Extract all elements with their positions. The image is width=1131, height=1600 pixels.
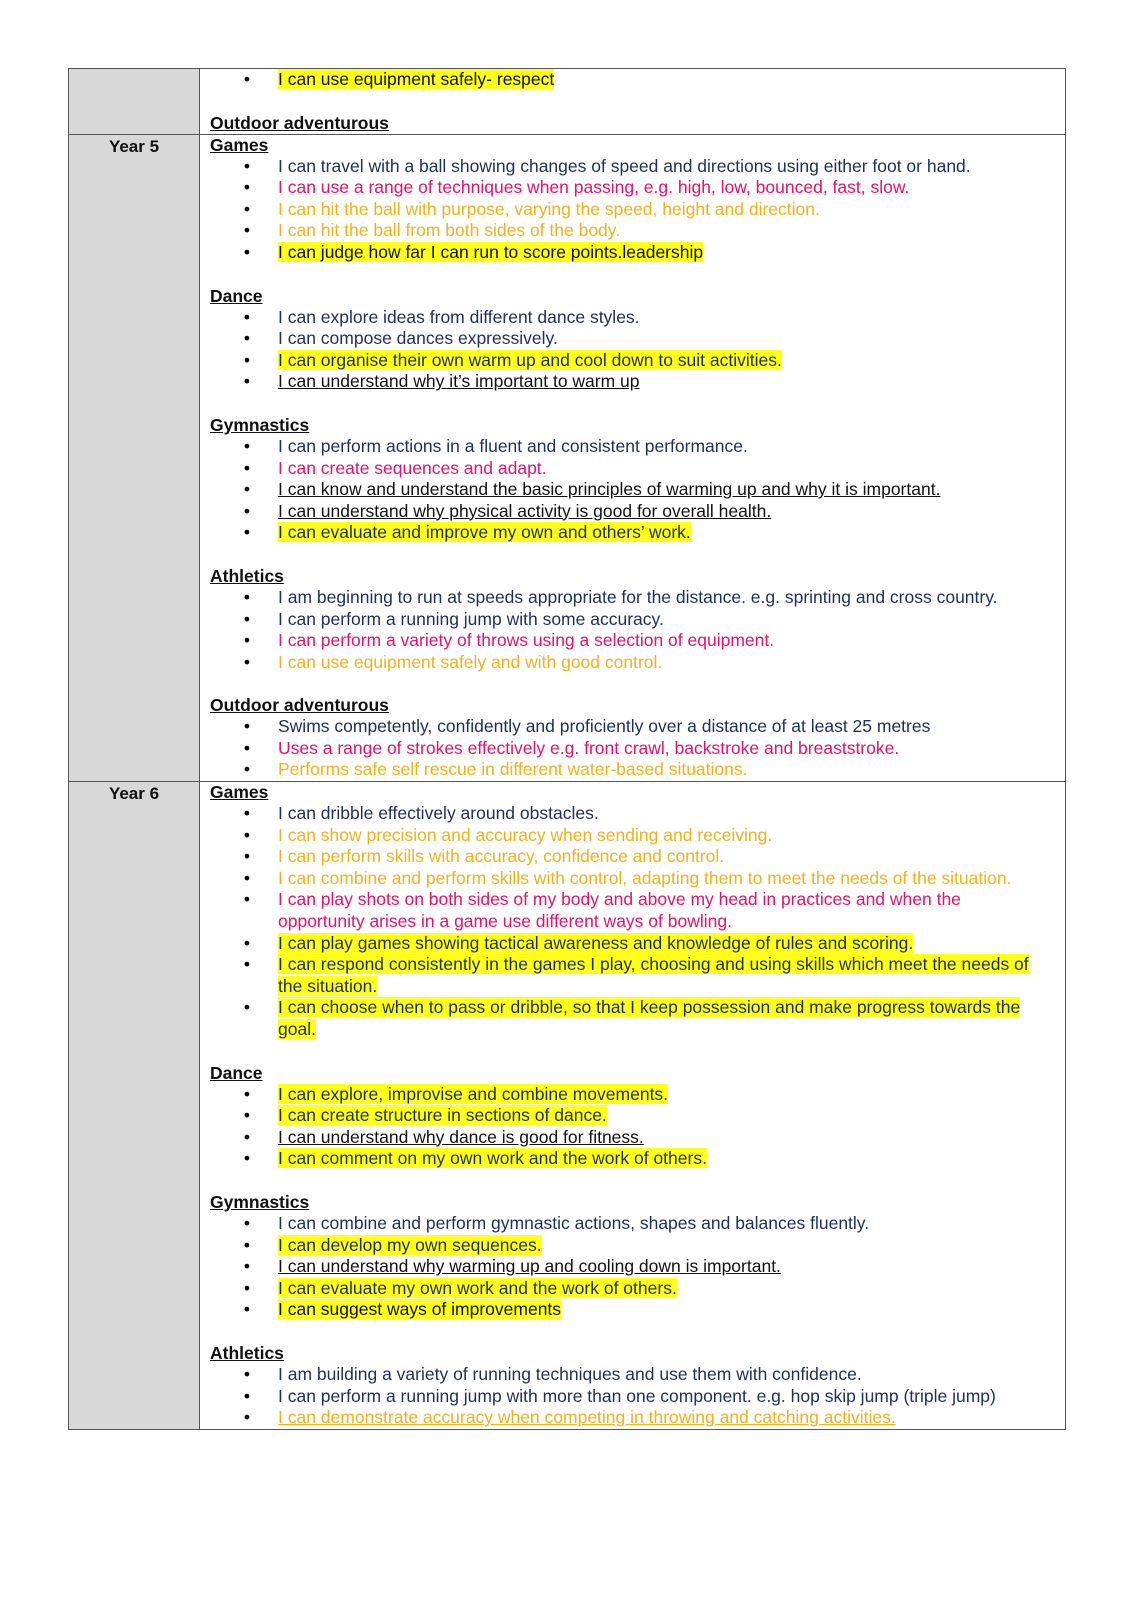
bullet-icon: • (243, 241, 251, 262)
bullet-list (210, 156, 1045, 264)
item-text: Performs safe self rescue in different water-based situations. (278, 759, 748, 780)
item-text: I can organise their own warm up and cool down to suit activities. (278, 349, 782, 370)
year-label: Year 6 (69, 782, 200, 1430)
item-text: I can evaluate my own work and the work of others. (278, 1277, 677, 1298)
bullet-list (210, 1364, 1045, 1429)
bullet-icon: • (243, 651, 251, 672)
bullet-icon: • (243, 824, 251, 845)
bullet-icon: • (243, 608, 251, 629)
list-item (210, 501, 1045, 523)
bullet-icon: • (243, 1277, 251, 1298)
list-item (210, 803, 1045, 825)
list-item (210, 825, 1045, 847)
bullet-icon: • (243, 155, 251, 176)
section-gap (210, 544, 1045, 566)
item-text: I can judge how far I can run to score points.leadership (278, 241, 704, 262)
section (210, 415, 1045, 544)
table-row (69, 782, 1066, 1430)
bullet-icon: • (243, 846, 251, 867)
list-item (210, 889, 1045, 932)
bullet-icon: • (243, 1148, 251, 1169)
content-cell (200, 782, 1066, 1430)
item-text: I can use equipment safely- respect (278, 69, 555, 89)
list-item (210, 220, 1045, 242)
item-text: I can create structure in sections of dance. (278, 1105, 607, 1126)
bullet-icon: • (243, 349, 251, 370)
item-text: I can combine and perform gymnastic actions, shapes and balances fluently. (278, 1212, 870, 1233)
list-item (210, 630, 1045, 652)
list-item (210, 522, 1045, 544)
item-text: I can hit the ball with purpose, varying the speed, height and direction. (278, 198, 820, 219)
item-text: I can explore ideas from different dance styles. (278, 306, 640, 327)
item-text: I can develop my own sequences. (278, 1234, 542, 1255)
bullet-icon: • (243, 69, 251, 89)
list-item (210, 199, 1045, 221)
bullet-icon: • (243, 867, 251, 888)
section-title: Gymnastics (210, 1191, 310, 1212)
section-title: Dance (210, 285, 263, 306)
bullet-list (210, 587, 1045, 673)
item-text: I can understand why dance is good for fitness. (278, 1126, 644, 1147)
list-item (210, 868, 1045, 890)
bullet-list (210, 1213, 1045, 1321)
bullet-icon: • (243, 500, 251, 521)
bullet-icon: • (243, 759, 251, 780)
section-gap (210, 264, 1045, 286)
list-item (210, 1407, 1045, 1429)
list-item (210, 1256, 1045, 1278)
bullet-icon: • (243, 198, 251, 219)
bullet-icon: • (243, 1212, 251, 1233)
section-title: Gymnastics (210, 414, 310, 435)
bullet-list (210, 307, 1045, 393)
bullet-icon: • (243, 371, 251, 392)
bullet-list (210, 716, 1045, 781)
section-title: Outdoor adventurous (210, 112, 389, 133)
list-item (210, 997, 1045, 1040)
list-item (210, 1148, 1045, 1170)
bullet-icon: • (243, 435, 251, 456)
item-text: I can understand why warming up and cooling down is important. (278, 1256, 781, 1277)
section-gap (210, 393, 1045, 415)
item-text: I can use equipment safely and with good control. (278, 651, 663, 672)
item-text: I can comment on my own work and the work of others. (278, 1148, 707, 1169)
bullet-icon: • (243, 803, 251, 824)
content-cell (200, 69, 1066, 135)
section (210, 782, 1045, 1041)
item-text: I can create sequences and adapt. (278, 457, 547, 478)
bullet-icon: • (243, 1256, 251, 1277)
section-gap (210, 1170, 1045, 1192)
item-text: I can use a range of techniques when passing, e.g. high, low, bounced, fast, slow. (278, 177, 910, 198)
list-item (210, 1084, 1045, 1106)
item-text: Swims competently, confidently and proficiently over a distance of at least 25 metres (278, 716, 931, 737)
list-item (210, 156, 1045, 178)
list-item (210, 1364, 1045, 1386)
list-item (210, 738, 1045, 760)
item-text: Uses a range of strokes effectively e.g. front crawl, backstroke and breaststroke. (278, 737, 900, 758)
item-text: I can know and understand the basic principles of warming up and why it is important. (278, 479, 941, 500)
list-item (210, 328, 1045, 350)
bullet-icon: • (243, 716, 251, 737)
item-text: I can show precision and accuracy when sending and receiving. (278, 824, 773, 845)
bullet-list (210, 69, 1045, 91)
bullet-icon: • (243, 932, 251, 953)
section-gap (210, 673, 1045, 695)
bullet-icon: • (243, 737, 251, 758)
list-item (210, 587, 1045, 609)
list-item (210, 716, 1045, 738)
bullet-list (210, 436, 1045, 544)
item-text: I can respond consistently in the games I play, choosing and using skills which meet the needs of the situation. (278, 954, 1029, 996)
section (210, 1192, 1045, 1321)
table-row (69, 134, 1066, 781)
table-body (69, 69, 1066, 1430)
list-item (210, 458, 1045, 480)
section (210, 135, 1045, 264)
list-item (210, 933, 1045, 955)
list-item (210, 846, 1045, 868)
section-gap (210, 1041, 1045, 1063)
list-item (210, 954, 1045, 997)
list-item (210, 350, 1045, 372)
bullet-icon: • (243, 1105, 251, 1126)
list-item (210, 1299, 1045, 1321)
bullet-icon: • (243, 177, 251, 198)
item-text: I can compose dances expressively. (278, 328, 558, 349)
section-title: Athletics (210, 1342, 284, 1363)
list-item (210, 177, 1045, 199)
bullet-icon: • (243, 1363, 251, 1384)
year-label (69, 69, 200, 135)
section-title: Outdoor adventurous (210, 695, 389, 716)
section-title: Games (210, 134, 269, 155)
item-text: I am building a variety of running techniques and use them with confidence. (278, 1363, 862, 1384)
bullet-icon: • (243, 1234, 251, 1255)
bullet-icon: • (243, 1126, 251, 1147)
year-label: Year 5 (69, 134, 200, 781)
list-item (210, 479, 1045, 501)
section (210, 69, 1045, 91)
item-text: I can choose when to pass or dribble, so that I keep possession and make progress towards the goal. (278, 997, 1021, 1039)
bullet-icon: • (243, 630, 251, 651)
item-text: I can dribble effectively around obstacles. (278, 803, 599, 824)
list-item (210, 609, 1045, 631)
section-gap (210, 1321, 1045, 1343)
item-text: I can perform skills with accuracy, confidence and control. (278, 846, 725, 867)
list-item (210, 371, 1045, 393)
bullet-icon: • (243, 522, 251, 543)
item-text: I can suggest ways of improvements (278, 1299, 562, 1320)
section-title: Games (210, 782, 269, 803)
bullet-list (210, 803, 1045, 1041)
list-item (210, 307, 1045, 329)
section-gap (210, 91, 1045, 113)
item-text: I can play shots on both sides of my body and above my head in practices and when the opportunity arises in a game use different ways of bowling. (278, 889, 961, 932)
bullet-icon: • (243, 889, 251, 910)
list-item (210, 652, 1045, 674)
list-item (210, 69, 1045, 91)
section (210, 1343, 1045, 1429)
item-text: I am beginning to run at speeds appropriate for the distance. e.g. sprinting and cross country. (278, 586, 998, 607)
item-text: I can perform a variety of throws using a selection of equipment. (278, 630, 775, 651)
list-item (210, 242, 1045, 264)
item-text: I can evaluate and improve my own and others’ work. (278, 522, 691, 543)
section (210, 286, 1045, 393)
item-text: I can understand why it’s important to warm up (278, 371, 640, 392)
item-text: I can combine and perform skills with control, adapting them to meet the needs of the situation. (278, 867, 1012, 888)
item-text: I can demonstrate accuracy when competing in throwing and catching activities. (278, 1407, 896, 1428)
section (210, 113, 1045, 134)
item-text: I can hit the ball from both sides of the body. (278, 220, 621, 241)
item-text: I can play games showing tactical awareness and knowledge of rules and scoring. (278, 932, 914, 953)
bullet-icon: • (243, 954, 251, 975)
item-text: I can travel with a ball showing changes of speed and directions using either foot or hand. (278, 155, 971, 176)
bullet-icon: • (243, 306, 251, 327)
section (210, 1063, 1045, 1170)
bullet-icon: • (243, 997, 251, 1018)
list-item (210, 1127, 1045, 1149)
list-item (210, 759, 1045, 781)
section-title: Athletics (210, 565, 284, 586)
bullet-list (210, 1084, 1045, 1170)
item-text: I can explore, improvise and combine movements. (278, 1083, 669, 1104)
list-item (210, 1105, 1045, 1127)
list-item (210, 436, 1045, 458)
list-item (210, 1235, 1045, 1257)
bullet-icon: • (243, 1407, 251, 1428)
bullet-icon: • (243, 220, 251, 241)
bullet-icon: • (243, 1083, 251, 1104)
table-row (69, 69, 1066, 135)
bullet-icon: • (243, 1299, 251, 1320)
item-text: I can perform a running jump with some accuracy. (278, 608, 664, 629)
bullet-icon: • (243, 328, 251, 349)
section-title: Dance (210, 1062, 263, 1083)
list-item (210, 1213, 1045, 1235)
section (210, 566, 1045, 673)
item-text: I can perform a running jump with more than one component. e.g. hop skip jump (triple jump) (278, 1385, 996, 1406)
list-item (210, 1278, 1045, 1300)
bullet-icon: • (243, 479, 251, 500)
curriculum-table (68, 68, 1066, 1430)
bullet-icon: • (243, 1385, 251, 1406)
item-text: I can understand why physical activity is good for overall health. (278, 500, 772, 521)
bullet-icon: • (243, 586, 251, 607)
section (210, 695, 1045, 781)
content-cell (200, 134, 1066, 781)
list-item (210, 1386, 1045, 1408)
bullet-icon: • (243, 457, 251, 478)
item-text: I can perform actions in a fluent and consistent performance. (278, 435, 748, 456)
